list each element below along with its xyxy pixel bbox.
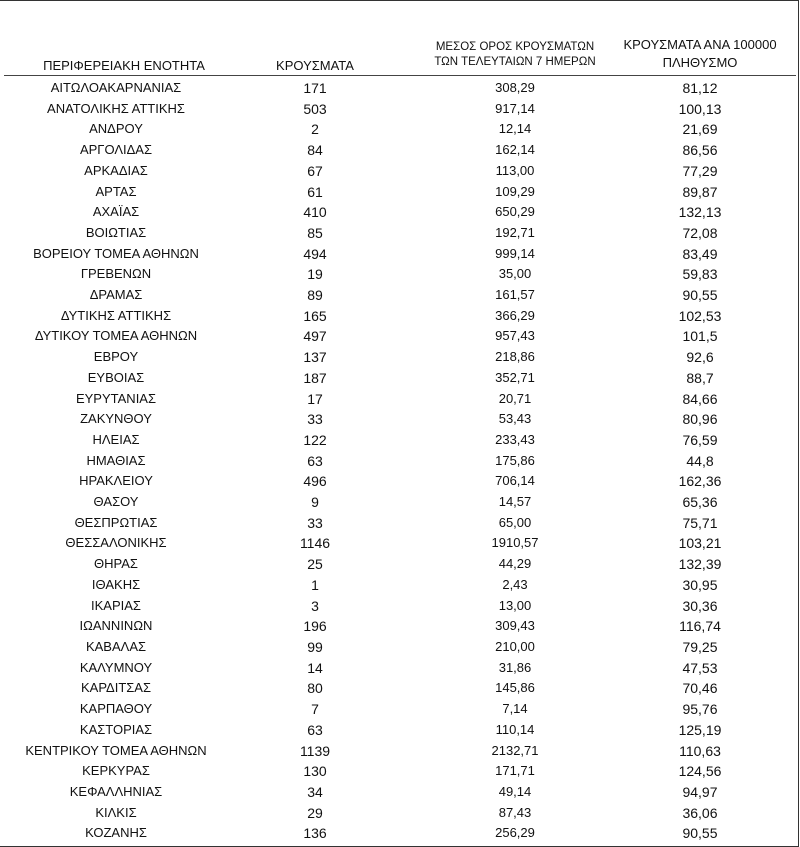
table-row (0, 287, 800, 308)
cell-region: ΔΥΤΙΚΟΥ ΤΟΜΕΑ ΑΘΗΝΩΝ (34, 328, 198, 344)
cell-per100k: 101,5 (682, 328, 718, 345)
cell-avg7: 233,43 (495, 431, 535, 447)
cell-avg7: 2132,71 (491, 742, 539, 758)
cell-avg7: 650,29 (495, 204, 535, 220)
cell-region: ΑΡΤΑΣ (95, 183, 137, 199)
cell-region: ΗΛΕΙΑΣ (92, 431, 140, 447)
cell-cases: 61 (307, 183, 323, 200)
cell-per100k: 95,76 (682, 701, 718, 718)
cell-per100k: 103,21 (678, 535, 722, 552)
table-row (0, 328, 800, 349)
cell-region: ΕΒΡΟΥ (93, 349, 139, 365)
cell-per100k: 102,53 (678, 307, 722, 324)
cell-avg7: 352,71 (495, 369, 535, 385)
cell-avg7: 7,14 (502, 701, 528, 717)
cell-per100k: 89,87 (682, 183, 718, 200)
cell-region: ΚΕΡΚΥΡΑΣ (82, 763, 150, 779)
table-row (0, 743, 800, 764)
table-row (0, 101, 800, 122)
cell-avg7: 218,86 (495, 349, 535, 365)
cell-per100k: 79,25 (682, 638, 718, 655)
table-row (0, 473, 800, 494)
cell-avg7: 175,86 (495, 452, 535, 468)
header-cases: ΚΡΟΥΣΜΑΤΑ (276, 58, 354, 73)
cell-region: ΖΑΚΥΝΘΟΥ (80, 411, 152, 427)
cell-cases: 9 (311, 494, 319, 511)
cell-avg7: 109,29 (495, 183, 535, 199)
cell-cases: 19 (307, 266, 323, 283)
cell-cases: 67 (307, 162, 323, 179)
cell-region: ΒΟΡΕΙΟΥ ΤΟΜΕΑ ΑΘΗΝΩΝ (33, 245, 199, 261)
cell-cases: 1 (311, 576, 319, 593)
cell-per100k: 83,49 (682, 245, 718, 262)
cell-avg7: 308,29 (495, 80, 535, 95)
table-row (0, 142, 800, 163)
cell-cases: 122 (303, 431, 327, 448)
cell-cases: 497 (303, 328, 327, 345)
table-row (0, 618, 800, 639)
cell-region: ΚΑΣΤΟΡΙΑΣ (79, 721, 153, 737)
table-row (0, 204, 800, 225)
cell-region: ΘΗΡΑΣ (94, 556, 138, 572)
table-row (0, 763, 800, 784)
cell-per100k: 125,19 (678, 721, 722, 738)
cell-avg7: 2,43 (502, 576, 528, 592)
cell-cases: 1139 (299, 742, 331, 759)
cell-per100k: 77,29 (682, 162, 718, 179)
cell-per100k: 44,8 (686, 452, 714, 469)
cell-avg7: 957,43 (495, 328, 535, 344)
cell-per100k: 90,55 (682, 287, 718, 304)
cell-avg7: 161,57 (495, 287, 535, 303)
header-avg7-line2: ΤΩΝ ΤΕΛΕΥΤΑΙΩΝ 7 ΗΜΕΡΩΝ (434, 56, 596, 68)
cell-region: ΚΙΛΚΙΣ (95, 804, 137, 820)
cell-region: ΘΕΣΠΡΩΤΙΑΣ (74, 514, 158, 530)
cell-cases: 17 (307, 390, 323, 407)
cell-region: ΑΝΑΤΟΛΙΚΗΣ ΑΤΤΙΚΗΣ (47, 100, 185, 116)
cell-cases: 33 (307, 514, 323, 531)
table-row (0, 163, 800, 184)
cell-cases: 136 (303, 825, 327, 842)
cell-cases: 503 (303, 100, 327, 117)
cell-cases: 2 (311, 121, 319, 138)
cell-region: ΘΑΣΟΥ (93, 494, 139, 510)
cell-avg7: 49,14 (498, 783, 532, 799)
table-row (0, 701, 800, 722)
cell-region: ΚΟΖΑΝΗΣ (85, 825, 147, 841)
header-divider (4, 75, 796, 76)
table-row (0, 515, 800, 536)
cell-region: ΔΡΑΜΑΣ (89, 287, 143, 303)
cell-avg7: 256,29 (495, 825, 535, 841)
table-row (0, 556, 800, 577)
cell-cases: 187 (303, 369, 327, 386)
cell-region: ΑΙΤΩΛΟΑΚΑΡΝΑΝΙΑΣ (50, 80, 182, 95)
cell-avg7: 145,86 (495, 680, 535, 696)
cell-cases: 99 (307, 638, 323, 655)
cell-per100k: 132,13 (678, 204, 722, 221)
cell-avg7: 12,14 (498, 121, 532, 137)
cell-region: ΚΑΒΑΛΑΣ (85, 638, 147, 654)
cell-region: ΘΕΣΣΑΛΟΝΙΚΗΣ (65, 535, 167, 551)
cell-cases: 14 (307, 659, 323, 676)
cell-per100k: 86,56 (682, 142, 718, 159)
cell-per100k: 21,69 (682, 121, 718, 138)
header-region: ΠΕΡΙΦΕΡΕΙΑΚΗ ΕΝΟΤΗΤΑ (43, 58, 205, 73)
cell-cases: 1146 (299, 535, 331, 552)
cell-region: ΓΡΕΒΕΝΩΝ (80, 266, 152, 282)
cell-region: ΚΕΝΤΡΙΚΟΥ ΤΟΜΕΑ ΑΘΗΝΩΝ (25, 742, 207, 758)
cell-cases: 137 (303, 349, 327, 366)
table-row (0, 825, 800, 846)
cell-region: ΒΟΙΩΤΙΑΣ (85, 224, 147, 240)
cell-cases: 410 (303, 204, 327, 221)
cell-cases: 494 (303, 245, 327, 262)
cell-cases: 130 (303, 763, 327, 780)
cell-avg7: 14,57 (498, 494, 532, 510)
cell-avg7: 1910,57 (491, 535, 539, 551)
table-row (0, 784, 800, 805)
cell-per100k: 30,95 (682, 576, 718, 593)
cell-avg7: 192,71 (495, 224, 535, 240)
cell-region: ΚΑΡΔΙΤΣΑΣ (80, 680, 152, 696)
cell-cases: 85 (307, 224, 323, 241)
cell-per100k: 75,71 (682, 514, 718, 531)
cell-per100k: 162,36 (678, 473, 722, 490)
cell-avg7: 35,00 (498, 266, 532, 282)
cell-avg7: 309,43 (495, 618, 535, 634)
cell-per100k: 116,74 (679, 618, 721, 635)
cell-avg7: 44,29 (498, 556, 532, 572)
table-row (0, 225, 800, 246)
cell-per100k: 70,46 (682, 680, 718, 697)
cell-cases: 496 (303, 473, 327, 490)
cell-avg7: 20,71 (498, 390, 532, 406)
cell-per100k: 90,55 (682, 825, 718, 842)
cell-cases: 89 (307, 287, 323, 304)
cell-region: ΚΕΦΑΛΛΗΝΙΑΣ (69, 783, 163, 799)
table-row (0, 80, 800, 101)
table-row (0, 722, 800, 743)
cell-avg7: 110,14 (495, 721, 535, 737)
table-row (0, 308, 800, 329)
cell-cases: 29 (307, 804, 323, 821)
table-row (0, 535, 800, 556)
cell-per100k: 100,13 (678, 100, 722, 117)
table-row (0, 577, 800, 598)
cell-per100k: 59,83 (682, 266, 718, 283)
table-row (0, 494, 800, 515)
cell-avg7: 706,14 (495, 473, 535, 489)
table-row (0, 349, 800, 370)
cell-per100k: 110,63 (679, 742, 721, 759)
cell-region: ΑΡΓΟΛΙΔΑΣ (79, 142, 153, 158)
table-body (0, 80, 800, 846)
cell-region: ΑΡΚΑΔΙΑΣ (84, 162, 148, 178)
header-per100k-line1: ΚΡΟΥΣΜΑΤΑ ΑΝΑ 100000 (623, 37, 777, 52)
cell-region: ΙΚΑΡΙΑΣ (91, 597, 141, 613)
cell-per100k: 84,66 (682, 390, 718, 407)
cell-region: ΚΑΡΠΑΘΟΥ (79, 701, 153, 717)
cell-region: ΔΥΤΙΚΗΣ ΑΤΤΙΚΗΣ (60, 307, 172, 323)
table-row (0, 453, 800, 474)
cell-per100k: 47,53 (682, 659, 718, 676)
cell-cases: 63 (307, 721, 323, 738)
table-row (0, 432, 800, 453)
cell-cases: 84 (307, 142, 323, 159)
cell-cases: 7 (311, 701, 319, 718)
table-row (0, 598, 800, 619)
cell-region: ΑΝΔΡΟΥ (89, 121, 143, 137)
cell-per100k: 76,59 (682, 431, 718, 448)
cell-per100k: 88,7 (686, 369, 714, 386)
table-row (0, 680, 800, 701)
cell-avg7: 65,00 (498, 514, 532, 530)
cell-avg7: 162,14 (495, 142, 535, 158)
cell-per100k: 81,12 (682, 80, 718, 96)
cell-per100k: 72,08 (682, 224, 718, 241)
cell-avg7: 917,14 (495, 100, 535, 116)
cell-avg7: 13,00 (498, 597, 532, 613)
cell-region: ΙΘΑΚΗΣ (91, 576, 141, 592)
cell-avg7: 113,00 (495, 162, 535, 178)
cell-per100k: 132,39 (678, 556, 722, 573)
table-row (0, 805, 800, 826)
cell-region: ΕΥΡΥΤΑΝΙΑΣ (75, 390, 157, 406)
cell-cases: 33 (307, 411, 323, 428)
cell-avg7: 210,00 (495, 638, 535, 654)
cell-per100k: 92,6 (686, 349, 714, 366)
table-row (0, 639, 800, 660)
cell-cases: 171 (303, 80, 327, 96)
cell-per100k: 124,56 (678, 763, 722, 780)
cell-region: ΕΥΒΟΙΑΣ (87, 369, 145, 385)
table-row (0, 391, 800, 412)
table-row (0, 184, 800, 205)
cell-cases: 63 (307, 452, 323, 469)
cell-per100k: 36,06 (682, 804, 718, 821)
cell-avg7: 31,86 (498, 659, 532, 675)
cell-per100k: 30,36 (682, 597, 718, 614)
header-avg7-line1: ΜΕΣΟΣ ΟΡΟΣ ΚΡΟΥΣΜΑΤΩΝ (435, 41, 595, 53)
header-per100k (600, 36, 800, 72)
cell-cases: 80 (307, 680, 323, 697)
cell-avg7: 53,43 (498, 411, 532, 427)
table-row (0, 246, 800, 267)
cell-region: ΗΜΑΘΙΑΣ (86, 452, 146, 468)
cell-avg7: 366,29 (495, 307, 535, 323)
cell-cases: 165 (303, 307, 327, 324)
table-row (0, 370, 800, 391)
cell-region: ΚΑΛΥΜΝΟΥ (79, 659, 153, 675)
cell-cases: 3 (311, 597, 319, 614)
cell-avg7: 171,71 (495, 763, 535, 779)
table-row (0, 660, 800, 681)
cell-cases: 34 (307, 783, 323, 800)
cell-region: ΗΡΑΚΛΕΙΟΥ (79, 473, 153, 489)
cell-per100k: 80,96 (682, 411, 718, 428)
cell-cases: 196 (303, 618, 327, 635)
cell-per100k: 94,97 (682, 783, 718, 800)
cell-avg7: 999,14 (495, 245, 535, 261)
header-per100k-line2: ΠΛΗΘΥΣΜΟ (662, 55, 738, 70)
table-row (0, 121, 800, 142)
cell-region: ΑΧΑΪΑΣ (92, 204, 140, 220)
cell-region: ΙΩΑΝΝΙΝΩΝ (79, 618, 153, 634)
table-row (0, 411, 800, 432)
cell-cases: 25 (307, 556, 323, 573)
table-header (0, 0, 800, 80)
cell-per100k: 65,36 (682, 494, 718, 511)
table-row (0, 266, 800, 287)
cell-avg7: 87,43 (498, 804, 532, 820)
header-avg7 (415, 40, 615, 70)
